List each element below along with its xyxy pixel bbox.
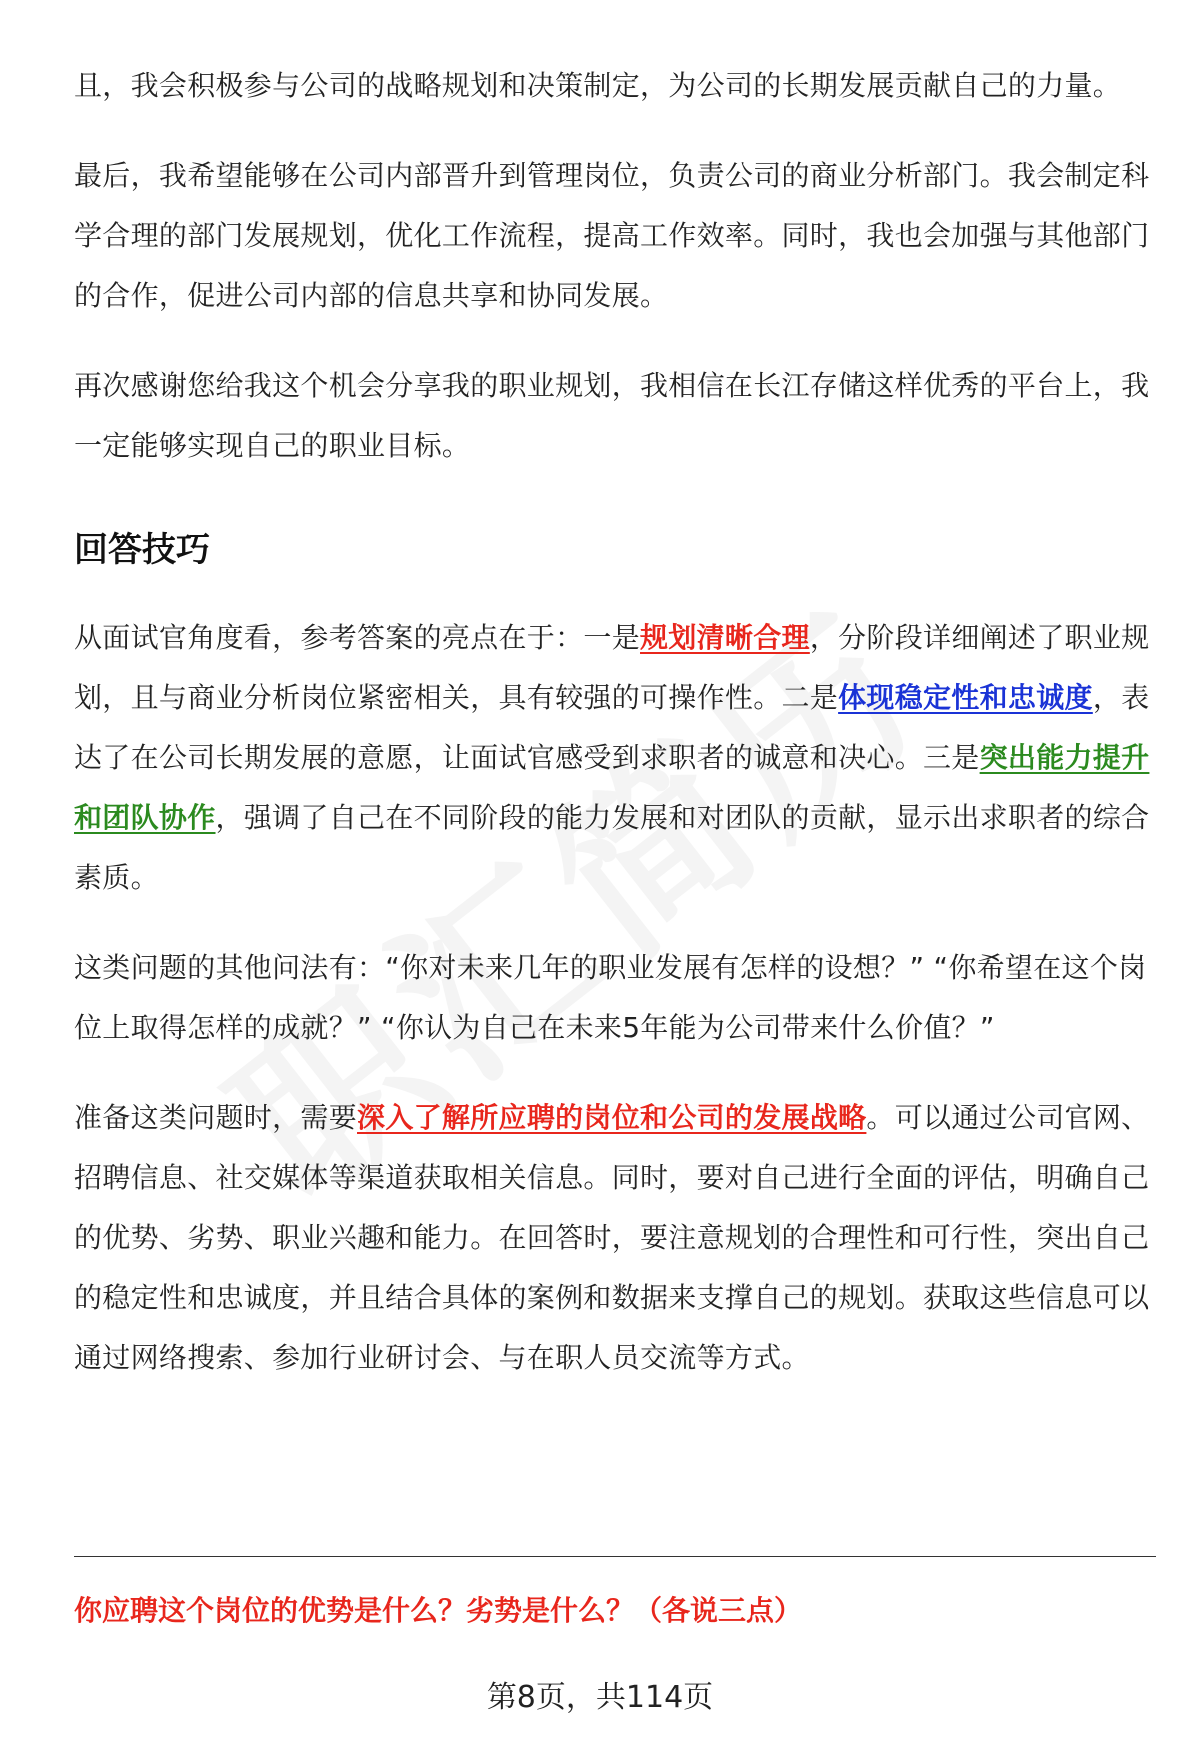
tips-paragraph-1: [74, 608, 1154, 908]
page-number: 第8页，共114页: [486, 1680, 714, 1715]
tips-text: ，强调了自己在不同阶段的能力发展和对团队的贡献，显示出求职者的综合素质。: [74, 801, 1150, 894]
tips-text: 。可以通过公司官网、招聘信息、社交媒体等渠道获取相关信息。同时，要对自己进行全面的评估，明确自己的优势、劣势、职业兴趣和能力。在回答时，要注意规划的合理性和可行性，突出自己的稳定性和忠诚度，并且结合具体的案例和数据来支撑自己的规划。获取这些信息可以通过网络搜索、参加行业研讨会、与在职人员交流等方式。: [74, 1101, 1150, 1374]
tips-text: ，分阶段详细阐述了职业规划，且与商业分析岗位紧密相关，具有较强的可操作性。二是: [74, 621, 1150, 714]
highlight-red: 深入了解所应聘的岗位和公司的发展战略: [357, 1101, 867, 1134]
tips-paragraph-3: [74, 1088, 1154, 1388]
answer-paragraph-3: 再次感谢您给我这个机会分享我的职业规划，我相信在长江存储这样优秀的平台上，我一定能够实现自己的职业目标。: [74, 369, 1150, 462]
tips-text: ，表达了在公司长期发展的意愿，让面试官感受到求职者的诚意和决心。三是: [74, 681, 1150, 774]
section-title: 回答技巧: [74, 530, 210, 570]
divider: [74, 1556, 1156, 1557]
tips-paragraph-2: 这类问题的其他问法有：“你对未来几年的职业发展有怎样的设想？” “你希望在这个岗位上取得怎样的成就？” “你认为自己在未来5年能为公司带来什么价值？”: [74, 951, 1147, 1044]
highlight-green: 突出能力提升和团队协作: [74, 741, 1150, 834]
answer-paragraph-1: 且，我会积极参与公司的战略规划和决策制定，为公司的长期发展贡献自己的力量。: [74, 69, 1122, 102]
highlight-red: 规划清晰合理: [640, 621, 810, 654]
tips-text: 从面试官角度看，参考答案的亮点在于：一是: [74, 621, 641, 654]
highlight-blue: 体现稳定性和忠诚度: [838, 681, 1093, 714]
answer-paragraph-2: 最后，我希望能够在公司内部晋升到管理岗位，负责公司的商业分析部门。我会制定科学合理的部门发展规划，优化工作流程，提高工作效率。同时，我也会加强与其他部门的合作，促进公司内部的信息共享和协同发展。: [74, 159, 1150, 312]
next-question-title: 你应聘这个岗位的优势是什么？劣势是什么？（各说三点）: [74, 1594, 803, 1627]
tips-text: 准备这类问题时，需要: [74, 1101, 358, 1134]
page-content: [74, 56, 1154, 1418]
